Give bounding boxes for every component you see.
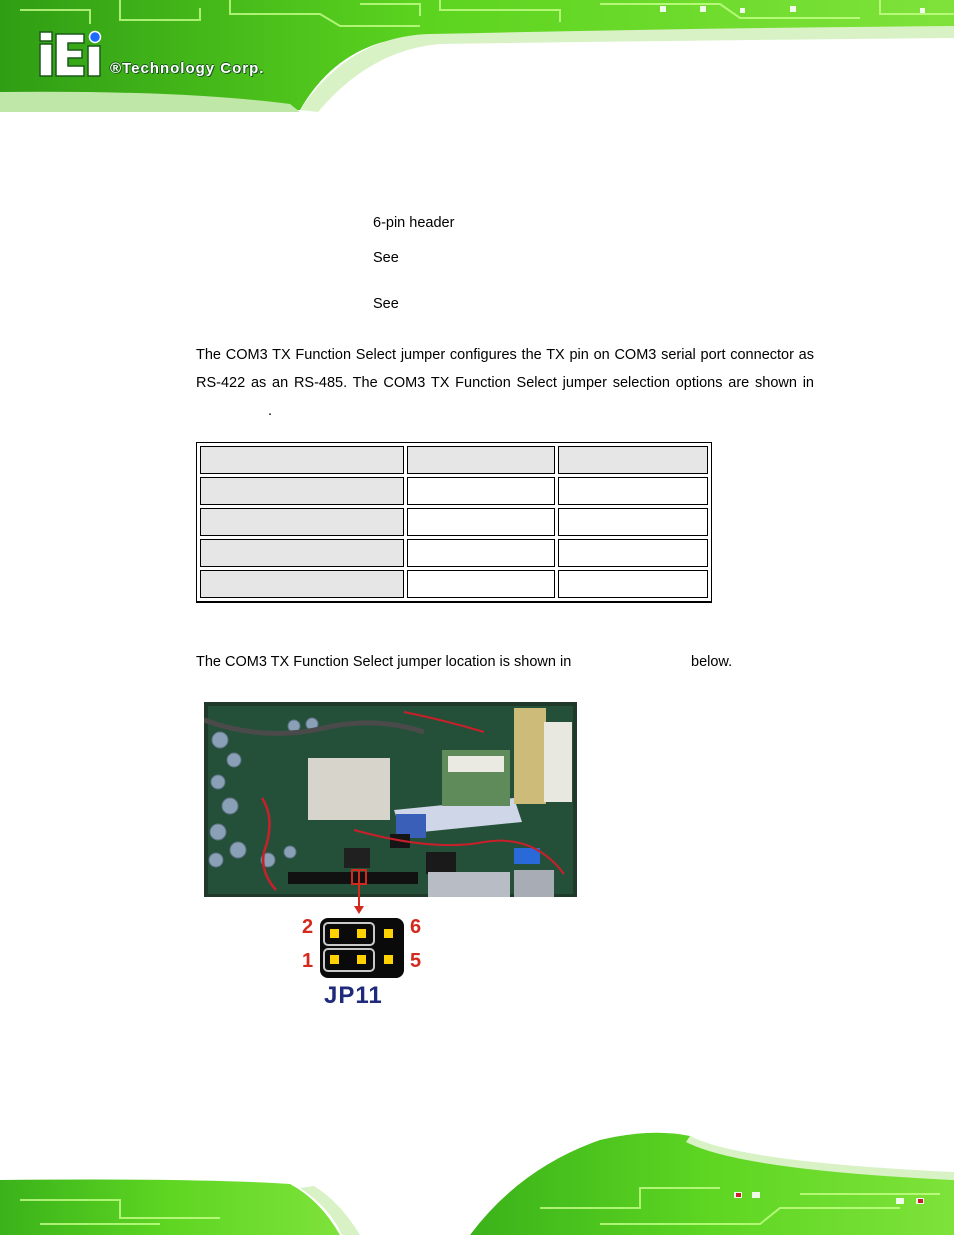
table-cell <box>407 508 556 536</box>
table-cell <box>558 508 708 536</box>
table-cell <box>200 508 404 536</box>
jumper-label: JP11 <box>324 982 383 1009</box>
table-header-cell <box>200 446 404 474</box>
company-name: ®Technology Corp. <box>110 60 265 77</box>
location-text-end: below. <box>691 654 733 670</box>
jumper-options-table <box>196 442 712 603</box>
jumper-type-value: 6-pin header <box>373 215 455 231</box>
location-text: The COM3 TX Function Select jumper location is shown in <box>196 654 572 670</box>
jumper-settings-ref: See <box>373 250 399 266</box>
table-row <box>200 508 708 536</box>
table-cell <box>200 539 404 567</box>
page-footer-banner <box>0 1128 954 1235</box>
page-header-banner <box>0 0 954 112</box>
table-cell <box>407 570 556 598</box>
iei-logo-icon <box>38 30 104 78</box>
description-text: The COM3 TX Function Select jumper configures the TX pin on COM3 serial port connector as RS-422 as an RS-485. The COM3 TX Function Select jumper selection options are shown in <box>196 347 814 391</box>
table-cell <box>407 477 556 505</box>
pcb-header-graphic <box>0 0 954 112</box>
description-paragraph <box>196 341 814 425</box>
table-cell <box>407 539 556 567</box>
pcb-footer-graphic <box>0 1128 954 1235</box>
table-cell <box>200 477 404 505</box>
location-paragraph <box>196 654 733 670</box>
jp11-jumper-diagram <box>300 868 430 1013</box>
table-row <box>200 477 708 505</box>
pin-label-6: 6 <box>410 916 422 938</box>
pin-label-1: 1 <box>302 950 314 972</box>
table-cell <box>558 539 708 567</box>
table-cell <box>200 570 404 598</box>
table-cell <box>558 570 708 598</box>
jumper-location-ref: See <box>373 296 399 312</box>
table-header-cell <box>558 446 708 474</box>
table-row <box>200 570 708 598</box>
table-header-cell <box>407 446 556 474</box>
pin-label-5: 5 <box>410 950 422 972</box>
table-header-row <box>200 446 708 474</box>
description-end: . <box>268 403 273 419</box>
table-row <box>200 539 708 567</box>
table-cell <box>558 477 708 505</box>
pin-label-2: 2 <box>302 916 314 938</box>
